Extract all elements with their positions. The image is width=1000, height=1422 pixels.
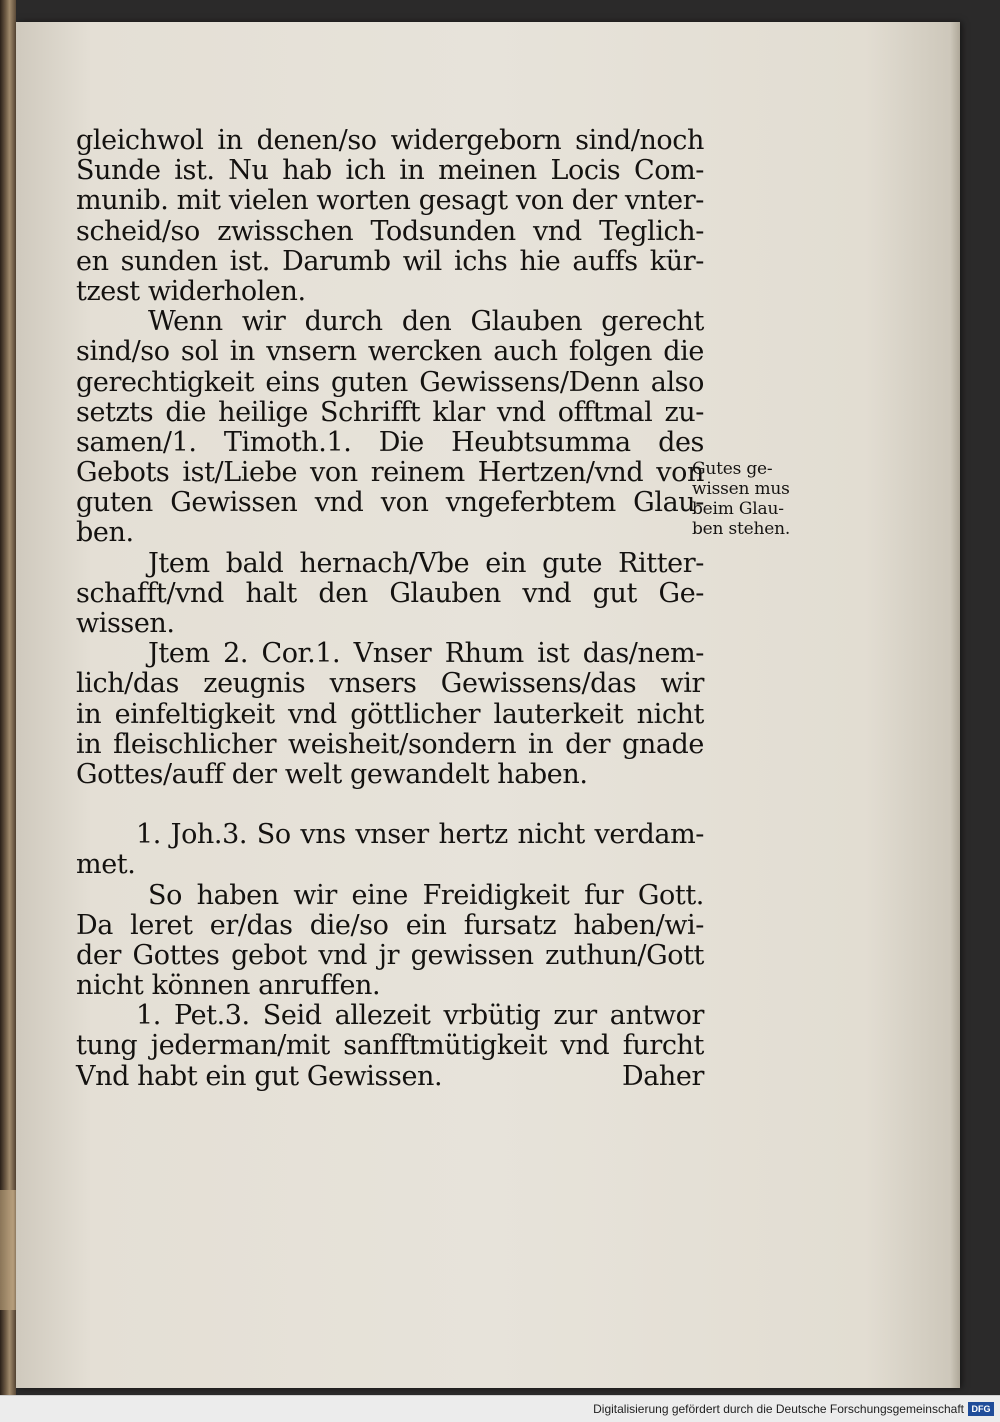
funding-credit: Digitalisierung gefördert durch die Deutsche Forschungsgemeinschaft (593, 1402, 964, 1416)
text-line: samen/1. Timoth.1. Die Heubtsumma des (76, 426, 704, 458)
text-line: gerechtigkeit eins guten Gewissens/Denn also (76, 366, 704, 398)
text-line: So haben wir eine Freidigkeit fur Gott. (148, 879, 704, 911)
text-line: 1. Joh.3. So vns vnser hertz nicht verdam- (136, 819, 704, 851)
marginal-note (692, 459, 822, 539)
text-line: 1. Pet.3. Seid allezeit vrbütig zur antwor (136, 1000, 704, 1032)
book-page (16, 22, 960, 1388)
text-line: met. (76, 849, 136, 881)
text-line: Jtem bald hernach/Vbe ein gute Ritter- (148, 547, 704, 579)
text-line: gleichwol in denen/so widergeborn sind/noch (76, 125, 704, 156)
text-line: Jtem 2. Cor.1. Vnser Rhum ist das/nem- (148, 638, 704, 670)
text-line: lich/das zeugnis vnsers Gewissens/das wir (76, 668, 704, 700)
text-line: in fleischlicher weisheit/sondern in der gnade (76, 728, 704, 760)
paragraph-gap (76, 790, 704, 820)
text-line: Gottes/auff der welt gewandelt haben. (76, 758, 588, 790)
text-line: Gebots ist/Liebe von reinem Hertzen/vnd von (76, 457, 704, 489)
text-line: in einfeltigkeit vnd göttlicher lauterkeit nicht (76, 698, 704, 730)
text-line: wissen. (76, 608, 175, 639)
margin-note-line: wissen mus (692, 479, 790, 499)
margin-note-line: ben stehen. (692, 519, 791, 539)
text-line: munib. mit vielen worten gesagt von der vnter- (76, 185, 704, 217)
text-line: sind/so sol in vnsern wercken auch folgen die (76, 336, 704, 368)
text-line: ben. (76, 517, 134, 549)
footer-bar (0, 1395, 1000, 1422)
text-line: scheid/so zwisschen Todsunden vnd Teglich- (76, 215, 704, 247)
text-line: tzest widerholen. (76, 275, 306, 307)
last-line (76, 1062, 704, 1092)
margin-note-line: beim Glau- (692, 499, 784, 519)
margin-note-line: Gutes ge- (692, 459, 773, 479)
page-edge-shadow (950, 22, 960, 1388)
dfg-logo: DFG (968, 1402, 994, 1416)
text-line: schafft/vnd halt den Glauben vnd gut Ge- (76, 577, 704, 609)
catchword: Daher (621, 1060, 704, 1092)
text-line: tung jederman/mit sanfftmütigkeit vnd furcht (76, 1030, 704, 1062)
main-text-block (76, 126, 704, 1092)
book-binding (0, 0, 16, 1395)
text-line: setzts die heilige Schrifft klar vnd offtmal zu- (76, 396, 704, 428)
text-line: guten Gewissen vnd von vngeferbtem Glau- (76, 487, 704, 519)
text-line: Da leret er/das die/so ein fursatz haben/wi- (76, 909, 704, 941)
text-line: nicht können anruffen. (76, 970, 381, 1002)
text-line: Sunde ist. Nu hab ich in meinen Locis Com- (76, 155, 704, 187)
text-line: der Gottes gebot vnd jr gewissen zuthun/Gott (76, 939, 704, 971)
text-line: en sunden ist. Darumb wil ichs hie auffs kür- (76, 245, 704, 277)
text-line: Wenn wir durch den Glauben gerecht (148, 306, 704, 338)
text-line: Vnd habt ein gut Gewissen. (76, 1060, 443, 1092)
